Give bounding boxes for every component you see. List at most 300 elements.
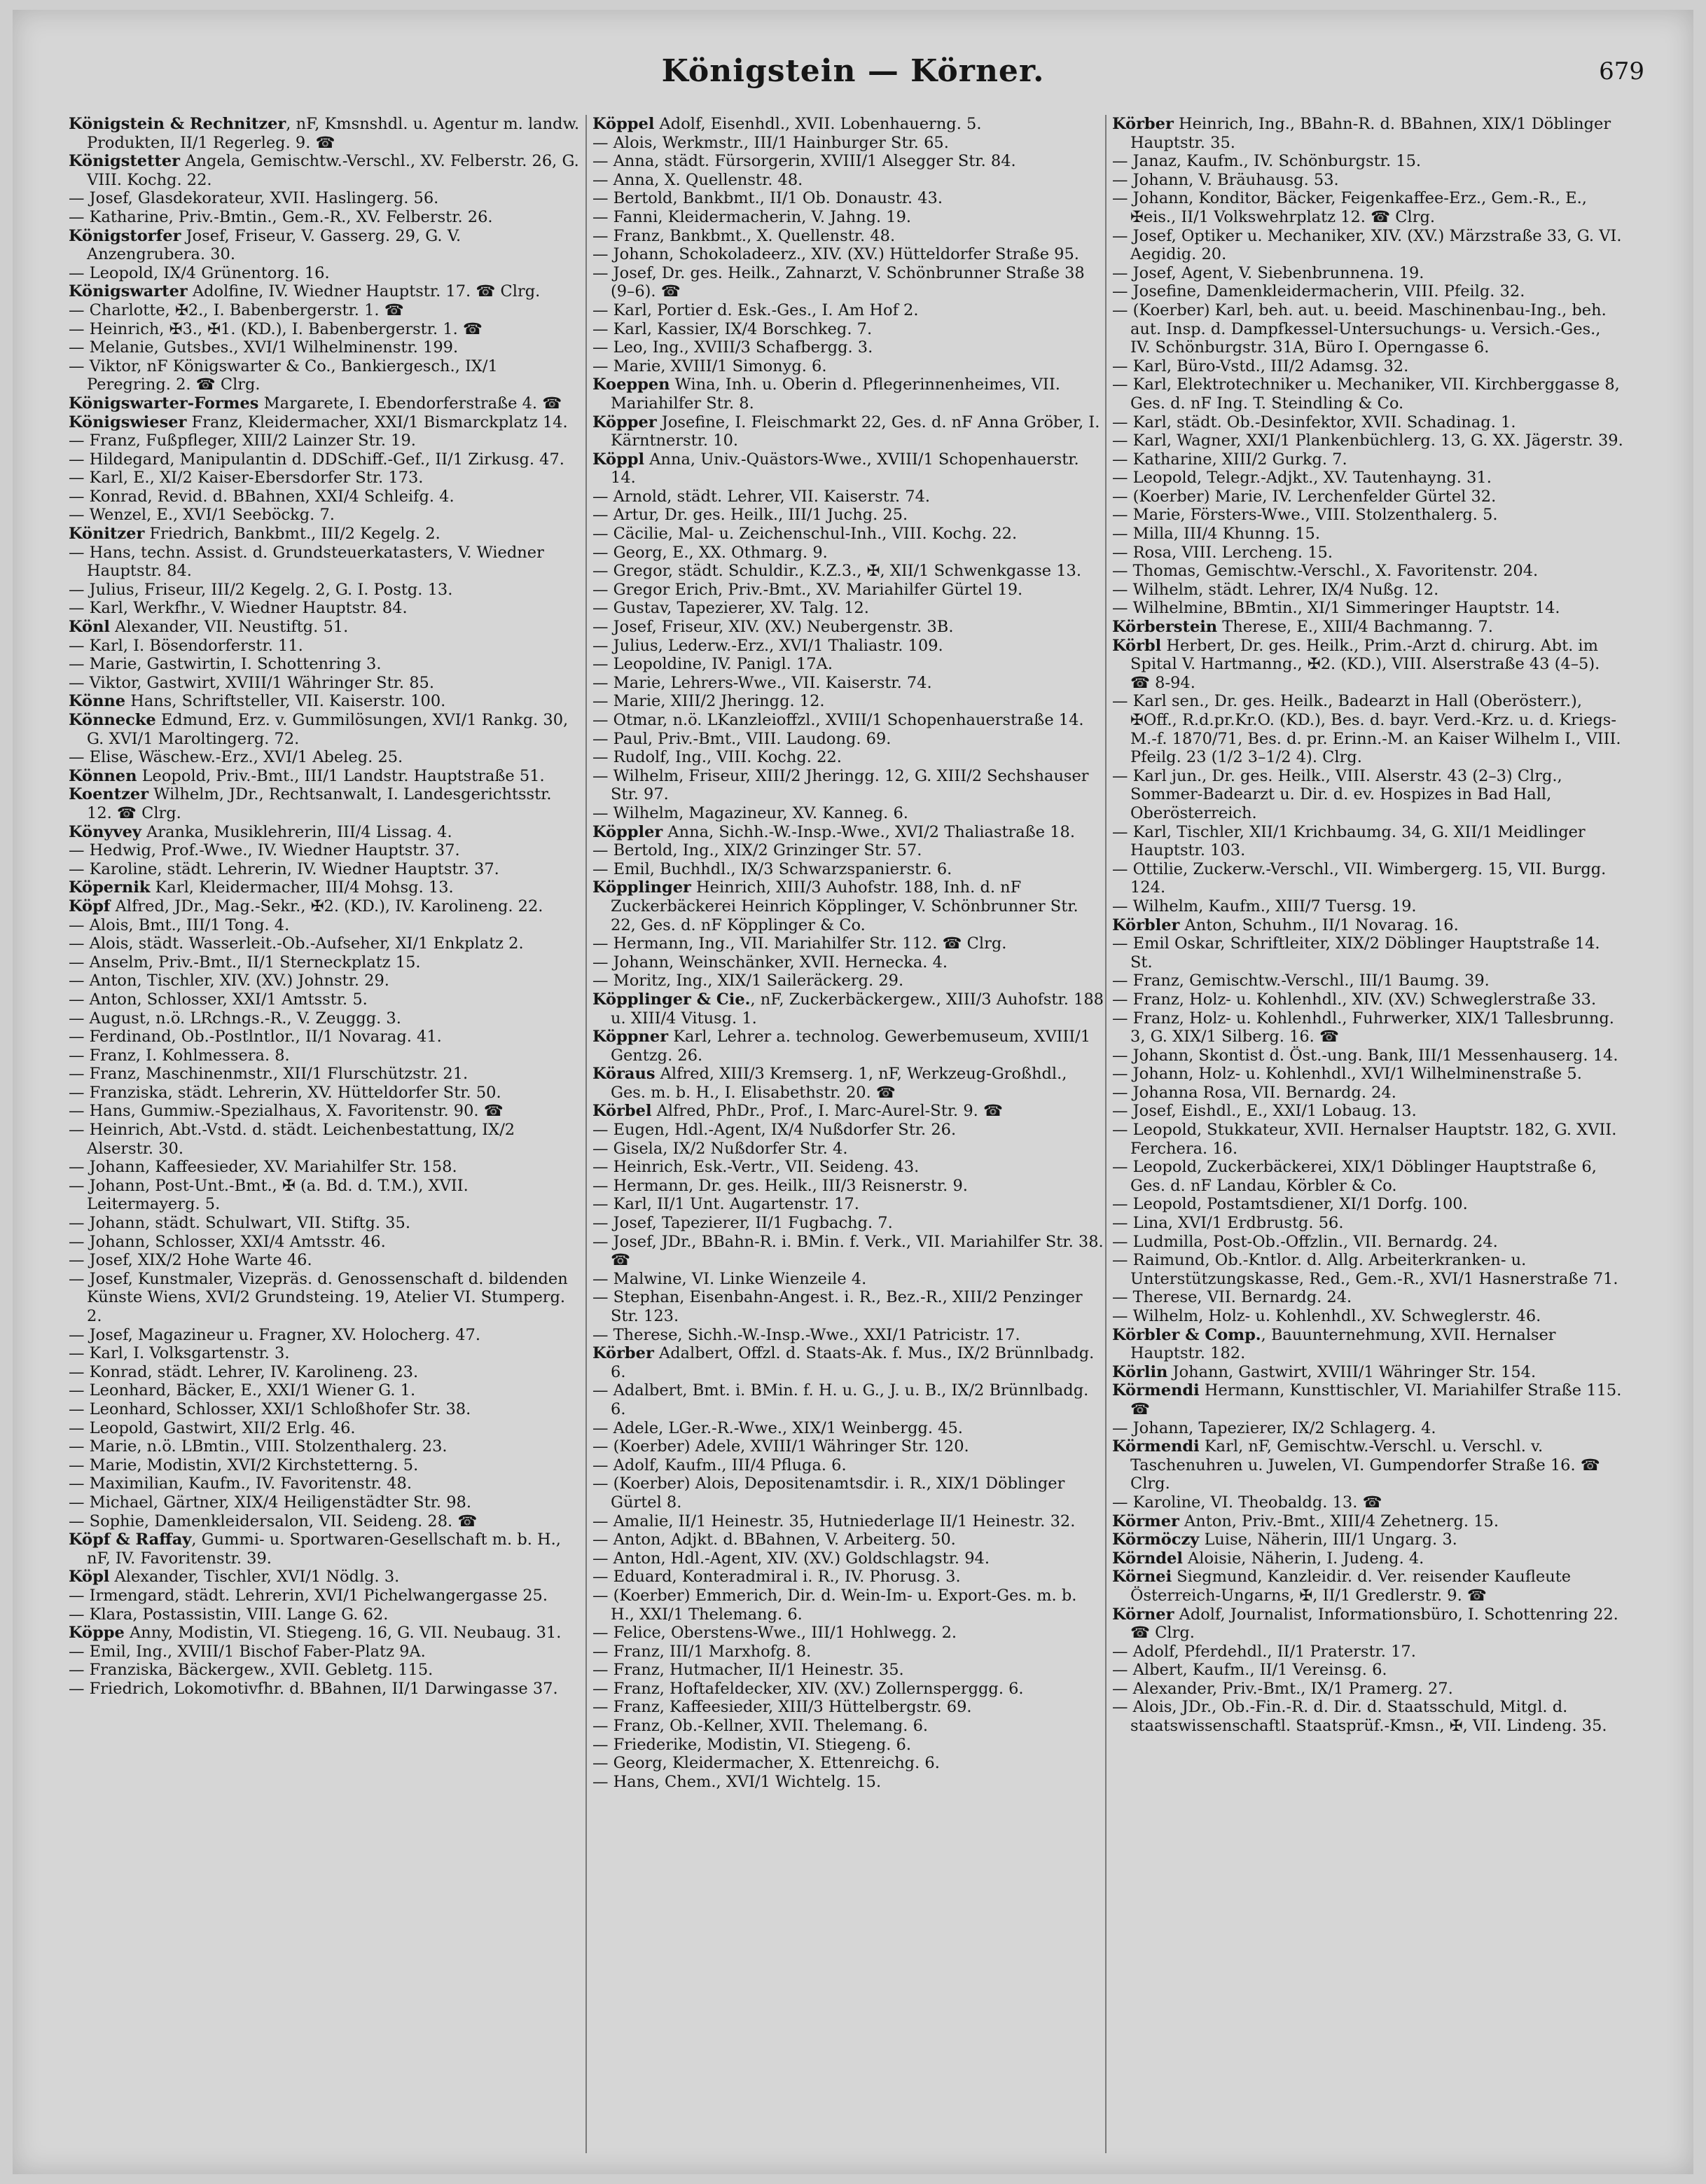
entry-text: — Hildegard, Manipulantin d. DDSchiff.-Gef., II/1 Zirkusg. 47. xyxy=(69,450,564,469)
directory-entry xyxy=(592,1140,1104,1159)
entry-text: — Leo, Ing., XVIII/3 Schafbergg. 3. xyxy=(592,338,873,357)
directory-entry xyxy=(1112,1437,1623,1493)
entry-text: — Anna, städt. Fürsorgerin, XVIII/1 Alsegger Str. 84. xyxy=(592,152,1016,171)
entry-text: — Josef, Agent, V. Siebenbrunnena. 19. xyxy=(1112,263,1424,282)
directory-entry xyxy=(69,1661,580,1680)
directory-entry xyxy=(69,1680,580,1699)
directory-entry xyxy=(592,1624,1104,1643)
entry-text: — Leopold, Gastwirt, XII/2 Erlg. 46. xyxy=(69,1418,356,1437)
entry-text: — Gustav, Tapezierer, XV. Talg. 12. xyxy=(592,599,869,618)
directory-entry xyxy=(592,375,1104,413)
directory-entry xyxy=(1112,1307,1623,1326)
directory-entry xyxy=(592,972,1104,990)
directory-entry xyxy=(592,1661,1104,1680)
directory-entry xyxy=(69,1605,580,1624)
directory-entry xyxy=(69,972,580,990)
directory-entry xyxy=(1112,1326,1623,1363)
entry-text: — Karl, II/1 Unt. Augartenstr. 17. xyxy=(592,1195,859,1214)
directory-entry xyxy=(1112,171,1623,190)
entry-text: — Ottilie, Zuckerw.-Verschl., VII. Wimbergerg. 15, VII. Burgg. 124. xyxy=(1112,859,1607,897)
entry-text: — Melanie, Gutsbes., XVI/1 Wilhelminenstr. 199. xyxy=(69,338,459,357)
entry-text: Anton, Priv.-Bmt., XIII/4 Zehetnerg. 15. xyxy=(1179,1512,1499,1530)
directory-entry xyxy=(69,878,580,897)
directory-entry xyxy=(592,599,1104,618)
entry-text: — Viktor, nF Königswarter & Co., Bankiergesch., IX/1 Peregring. 2. ☎ Clrg. xyxy=(69,357,498,394)
directory-entry xyxy=(592,1587,1104,1624)
entry-text: — Therese, Sichh.-W.-Insp.-Wwe., XXI/1 Patricistr. 17. xyxy=(592,1325,1020,1344)
entry-text: Alfred, PhDr., Prof., I. Marc-Aurel-Str. 9. ☎ xyxy=(651,1102,1003,1121)
entry-text: — Anselm, Priv.-Bmt., II/1 Sterneckplatz 15. xyxy=(69,953,421,972)
entry-surname: Könyvey xyxy=(69,822,141,841)
directory-entry xyxy=(1112,990,1623,1009)
entry-text: , Gummi- u. Sportwaren-Gesellschaft m. b. H., nF, IV. Favoritenstr. 39. xyxy=(87,1530,561,1568)
entry-text: — Johann, Schlosser, XXI/4 Amtsstr. 46. xyxy=(69,1232,386,1251)
entry-text: , Bauunternehmung, XVII. Hernalser Hauptstr. 182. xyxy=(1130,1325,1556,1363)
entry-text: — Gisela, IX/2 Nußdorfer Str. 4. xyxy=(592,1139,848,1158)
directory-entry xyxy=(69,282,580,301)
entry-text: — Leopold, Stukkateur, XVII. Hernalser Hauptstr. 182, G. XVII. Ferchera. 16. xyxy=(1112,1121,1617,1158)
directory-entry xyxy=(592,171,1104,190)
directory-entry xyxy=(1112,1102,1623,1121)
entry-text: — Albert, Kaufm., II/1 Vereinsg. 6. xyxy=(1112,1661,1387,1680)
entry-surname: Königswieser xyxy=(69,413,187,431)
directory-entry xyxy=(69,413,580,432)
entry-text: — Lina, XVI/1 Erdbrustg. 56. xyxy=(1112,1214,1344,1233)
entry-text: — Wilhelm, Holz- u. Kohlenhdl., XV. Schweglerstr. 46. xyxy=(1112,1307,1541,1325)
entry-text: — Konrad, städt. Lehrer, IV. Karolineng. 23. xyxy=(69,1362,419,1381)
directory-entry xyxy=(592,1288,1104,1325)
directory-entry xyxy=(592,525,1104,544)
directory-entry xyxy=(592,1121,1104,1140)
directory-entry xyxy=(592,1270,1104,1289)
entry-text: — Alois, JDr., Ob.-Fin.-R. d. Dir. d. Staatsschuld, Mitgl. d. staatswissenschaftl. Staatsprüf.-Kmsn., ✠, VII. Lindeng. 35. xyxy=(1112,1698,1607,1736)
directory-entry xyxy=(1112,1661,1623,1680)
entry-text: Aranka, Musiklehrerin, III/4 Lissag. 4. xyxy=(141,822,452,841)
directory-entry xyxy=(69,1493,580,1512)
directory-entry xyxy=(592,1028,1104,1065)
entry-text: Leopold, Priv.-Bmt., III/1 Landstr. Hauptstraße 51. xyxy=(137,766,545,785)
entry-text: — Karl jun., Dr. ges. Heilk., VIII. Alserstr. 43 (2–3) Clrg., Sommer-Badearzt u. Dir. d. ev. Hospizes in Bad Hall, Oberösterreich. xyxy=(1112,766,1562,822)
directory-entry xyxy=(592,264,1104,301)
entry-surname: Köppner xyxy=(592,1028,669,1046)
directory-entry xyxy=(69,637,580,656)
directory-entry xyxy=(1112,916,1623,935)
entry-text: — Franz, Fußpfleger, XIII/2 Lainzer Str. 19. xyxy=(69,431,416,450)
entry-text: Wina, Inh. u. Oberin d. Pflegerinnenheimes, VII. Mariahilfer Str. 8. xyxy=(611,375,1060,413)
directory-entry xyxy=(69,1456,580,1475)
entry-surname: Köpplinger & Cie. xyxy=(592,990,751,1009)
entry-text: — Josef, XIX/2 Hohe Warte 46. xyxy=(69,1251,312,1270)
entry-surname: Königswarter-Formes xyxy=(69,394,259,413)
directory-entry xyxy=(1112,1251,1623,1288)
directory-entry xyxy=(1112,618,1623,637)
directory-entry xyxy=(1112,1680,1623,1699)
directory-entry xyxy=(592,953,1104,972)
entry-text: — Josefine, Damenkleidermacherin, VIII. Pfeilg. 32. xyxy=(1112,282,1525,301)
entry-surname: Körbel xyxy=(592,1102,652,1121)
entry-text: — Anton, Schlosser, XXI/1 Amtsstr. 5. xyxy=(69,990,368,1009)
entry-surname: Koeppen xyxy=(592,375,670,394)
entry-text: — Josef, Eishdl., E., XXI/1 Lobaug. 13. xyxy=(1112,1102,1417,1121)
entry-text: — Emil, Buchhdl., IX/3 Schwarzspanierstr. 6. xyxy=(592,859,952,878)
entry-text: Wilhelm, JDr., Rechtsanwalt, I. Landesgerichtsstr. 12. ☎ Clrg. xyxy=(87,785,552,822)
directory-entry xyxy=(1112,1512,1623,1531)
directory-entry xyxy=(69,748,580,767)
directory-entry xyxy=(69,1028,580,1046)
entry-text: — Johann, Skontist d. Öst.-ung. Bank, III/1 Messenhauserg. 14. xyxy=(1112,1046,1618,1065)
entry-surname: Köppler xyxy=(592,822,663,841)
entry-surname: Köpernik xyxy=(69,878,151,897)
entry-text: — Leopold, Zuckerbäckerei, XIX/1 Döblinger Hauptstraße 6, Ges. d. nF Landau, Körbler & Co. xyxy=(1112,1158,1597,1195)
entry-text: — Rudolf, Ing., VIII. Kochg. 22. xyxy=(592,748,842,767)
directory-entry xyxy=(592,1326,1104,1345)
entry-text: — Karl, Kassier, IX/4 Borschkeg. 7. xyxy=(592,319,873,338)
entry-text: Margarete, I. Ebendorferstraße 4. ☎ xyxy=(258,394,562,413)
entry-text: Heinrich, Ing., BBahn-R. d. BBahnen, XIX/1 Döblinger Hauptstr. 35. xyxy=(1130,115,1611,152)
directory-entry xyxy=(69,1419,580,1438)
entry-text: — Franz, Gemischtw.-Verschl., III/1 Baumg. 39. xyxy=(1112,972,1490,990)
entry-surname: Körber xyxy=(592,1344,654,1363)
page-number: 679 xyxy=(1599,57,1644,85)
directory-entry xyxy=(1112,692,1623,766)
entry-text: — Viktor, Gastwirt, XVIII/1 Währinger Str. 85. xyxy=(69,673,434,692)
entry-text: — Marie, n.ö. LBmtin., VIII. Stolzenthalerg. 23. xyxy=(69,1437,448,1456)
entry-text: Karl, Lehrer a. technolog. Gewerbemuseum, XVIII/1 Gentzg. 26. xyxy=(611,1028,1091,1065)
directory-entry xyxy=(1112,152,1623,171)
entry-text: — Anton, Tischler, XIV. (XV.) Johnstr. 29. xyxy=(69,972,389,990)
directory-entry xyxy=(1112,375,1623,413)
entry-text: — Janaz, Kaufm., IV. Schönburgstr. 15. xyxy=(1112,152,1422,171)
directory-entry xyxy=(69,785,580,822)
entry-text: Franz, Kleidermacher, XXI/1 Bismarckplatz 14. xyxy=(186,413,568,431)
entry-text: — Ferdinand, Ob.-Postlntlor., II/1 Novarag. 41. xyxy=(69,1028,442,1046)
entry-text: — Wilhelm, Magazineur, XV. Kanneg. 6. xyxy=(592,803,908,822)
directory-entry xyxy=(1112,1549,1623,1568)
directory-entry xyxy=(69,1587,580,1605)
directory-entry xyxy=(592,767,1104,804)
entry-text: — (Koerber) Adele, XVIII/1 Währinger Str. 120. xyxy=(592,1437,969,1456)
entry-text: — Maximilian, Kaufm., IV. Favoritenstr. 48. xyxy=(69,1474,412,1493)
entry-text: — Josef, Kunstmaler, Vizepräs. d. Genossenschaft d. bildenden Künste Wiens, XVI/2 Grundsteing. 19, Atelier VI. Stumperg. 2. xyxy=(69,1269,568,1325)
directory-entry xyxy=(592,581,1104,600)
directory-entry xyxy=(69,152,580,189)
directory-entry xyxy=(69,115,580,152)
entry-surname: Könl xyxy=(69,618,110,637)
entry-text: — Anton, Hdl.-Agent, XIV. (XV.) Goldschlagstr. 94. xyxy=(592,1549,990,1568)
entry-text: — Arnold, städt. Lehrer, VII. Kaiserstr. 74. xyxy=(592,487,931,506)
entry-text: — Cäcilie, Mal- u. Zeichenschul-Inh., VIII. Kochg. 22. xyxy=(592,525,1018,544)
entry-surname: Körnei xyxy=(1112,1568,1172,1587)
entry-text: — Leonhard, Bäcker, E., XXI/1 Wiener G. 1. xyxy=(69,1381,416,1400)
directory-entry xyxy=(592,1568,1104,1587)
entry-surname: Körberstein xyxy=(1112,618,1218,637)
directory-entry xyxy=(69,1530,580,1568)
directory-entry xyxy=(592,1698,1104,1717)
entry-surname: Königstetter xyxy=(69,152,181,171)
entry-text: — Emil Oskar, Schriftleiter, XIX/2 Döblinger Hauptstraße 14. St. xyxy=(1112,934,1600,972)
entry-text: — Katharine, XIII/2 Gurkg. 7. xyxy=(1112,450,1347,469)
entry-text: Adolfine, IV. Wiedner Hauptstr. 17. ☎ Clrg. xyxy=(187,282,541,301)
directory-entry xyxy=(592,413,1104,450)
entry-surname: Körbler xyxy=(1112,915,1180,934)
entry-text: — Ludmilla, Post-Ob.-Offzlin., VII. Bernardg. 24. xyxy=(1112,1232,1498,1251)
entry-text: — Alois, Bmt., III/1 Tong. 4. xyxy=(69,915,290,934)
entry-text: Adolf, Eisenhdl., XVII. Lobenhauerng. 5. xyxy=(654,115,982,133)
directory-entry xyxy=(69,488,580,506)
entry-text: — Franz, Maschinenmstr., XII/1 Flurschützstr. 21. xyxy=(69,1065,469,1084)
directory-entry xyxy=(592,1195,1104,1214)
directory-entry xyxy=(1112,431,1623,450)
entry-text: — Heinrich, Esk.-Vertr., VII. Seideng. 43. xyxy=(592,1158,920,1177)
directory-entry xyxy=(592,134,1104,153)
entry-text: Alexander, Tischler, XVI/1 Nödlg. 3. xyxy=(109,1568,400,1587)
directory-entry xyxy=(592,1512,1104,1531)
directory-entry xyxy=(69,301,580,320)
entry-text: — Karl, Büro-Vstd., III/2 Adamsg. 32. xyxy=(1112,357,1409,375)
entry-text: — Emil, Ing., XVIII/1 Bischof Faber-Platz 9A. xyxy=(69,1642,426,1661)
entry-text: — Josef, Dr. ges. Heilk., Zahnarzt, V. Schönbrunner Straße 38 (9–6). ☎ xyxy=(592,263,1085,301)
directory-entry xyxy=(69,1177,580,1214)
entry-text: — Karoline, städt. Lehrerin, IV. Wiedner Hauptstr. 37. xyxy=(69,859,499,878)
entry-text: — Marie, Försters-Wwe., VIII. Stolzenthalerg. 5. xyxy=(1112,506,1498,525)
entry-text: — Heinrich, Abt.-Vstd. d. städt. Leichenbestattung, IX/2 Alserstr. 30. xyxy=(69,1121,515,1158)
directory-entry xyxy=(592,1437,1104,1456)
directory-entry xyxy=(69,953,580,972)
directory-entry xyxy=(592,618,1104,637)
entry-surname: Können xyxy=(69,766,137,785)
entry-text: — Josef, Glasdekorateur, XVII. Haslingerg. 56. xyxy=(69,189,439,208)
entry-text: — Josef, Magazineur u. Fragner, XV. Holocherg. 47. xyxy=(69,1325,481,1344)
entry-text: — Anna, X. Quellenstr. 48. xyxy=(592,170,803,189)
entry-text: — Felice, Oberstens-Wwe., III/1 Hohlwegg. 2. xyxy=(592,1624,957,1643)
directory-entry xyxy=(69,711,580,748)
entry-text: Johann, Gastwirt, XVIII/1 Währinger Str. 154. xyxy=(1167,1362,1537,1381)
directory-entry xyxy=(69,841,580,860)
entry-text: — Karl, Portier d. Esk.-Ges., I. Am Hof 2. xyxy=(592,300,919,319)
entry-text: — Anton, Adjkt. d. BBahnen, V. Arbeiterg. 50. xyxy=(592,1530,956,1549)
directory-entry xyxy=(69,1624,580,1643)
entry-text: Hermann, Kunsttischler, VI. Mariahilfer Straße 115. ☎ xyxy=(1130,1381,1622,1418)
page-title: Königstein — Körner. xyxy=(661,53,1045,89)
entry-text: — Franz, Ob.-Kellner, XVII. Thelemang. 6. xyxy=(592,1717,929,1736)
entry-text: — Johanna Rosa, VII. Bernardg. 24. xyxy=(1112,1083,1396,1102)
entry-text: Josefine, I. Fleischmarkt 22, Ges. d. nF Anna Gröber, I. Kärntnerstr. 10. xyxy=(611,413,1100,450)
directory-entry xyxy=(1112,1493,1623,1512)
directory-entry xyxy=(1112,1288,1623,1307)
page-header xyxy=(13,53,1693,109)
entry-surname: Koentzer xyxy=(69,785,149,804)
entry-surname: Könitzer xyxy=(69,525,145,544)
entry-text: — Karl, I. Bösendorferstr. 11. xyxy=(69,636,303,655)
directory-entry xyxy=(69,469,580,488)
directory-entry xyxy=(1112,450,1623,469)
directory-entry xyxy=(69,1381,580,1400)
entry-text: — Hans, Chem., XVI/1 Wichtelg. 15. xyxy=(592,1772,882,1791)
directory-entry xyxy=(592,115,1104,134)
directory-entry xyxy=(1112,1605,1623,1643)
entry-text: — Johann, Post-Unt.-Bmt., ✠ (a. Bd. d. T.M.), XVII. Leitermayerg. 5. xyxy=(69,1176,469,1214)
directory-entry xyxy=(1112,227,1623,264)
entry-text: — Karl, I. Volksgartenstr. 3. xyxy=(69,1344,290,1363)
entry-surname: Königstein & Rechnitzer xyxy=(69,115,286,133)
directory-entry xyxy=(592,1773,1104,1792)
directory-entry xyxy=(1112,525,1623,544)
entry-surname: Körlin xyxy=(1112,1362,1168,1381)
entry-text: Aloisie, Näherin, I. Judeng. 4. xyxy=(1182,1549,1424,1568)
directory-entry xyxy=(1112,544,1623,562)
directory-entry xyxy=(592,1549,1104,1568)
entry-text: — Wenzel, E., XVI/1 Seeböckg. 7. xyxy=(69,506,335,525)
entry-text: — Friedrich, Lokomotivfhr. d. BBahnen, II/1 Darwingasse 37. xyxy=(69,1679,558,1698)
entry-text: — Wilhelm, städt. Lehrer, IX/4 Nußg. 12. xyxy=(1112,580,1439,599)
directory-entry xyxy=(592,823,1104,842)
directory-entry xyxy=(69,1512,580,1531)
directory-entry xyxy=(69,1158,580,1177)
entry-text: — Johann, Kaffeesieder, XV. Mariahilfer Str. 158. xyxy=(69,1158,457,1177)
entry-text: — Franz, Holz- u. Kohlenhdl., XIV. (XV.) Schweglerstraße 33. xyxy=(1112,990,1597,1009)
directory-entry xyxy=(1112,264,1623,283)
directory-entry xyxy=(592,506,1104,525)
directory-entry xyxy=(592,1643,1104,1661)
directory-entry xyxy=(69,767,580,786)
directory-entry xyxy=(69,431,580,450)
directory-entry xyxy=(1112,860,1623,897)
directory-entry xyxy=(592,338,1104,357)
directory-entry xyxy=(69,357,580,394)
directory-entry xyxy=(69,1344,580,1363)
entry-text: — Marie, XVIII/1 Simonyg. 6. xyxy=(592,357,827,375)
entry-text: — Wilhelm, Friseur, XIII/2 Jheringg. 12, G. XIII/2 Sechshauser Str. 97. xyxy=(592,766,1089,804)
directory-entry xyxy=(69,1121,580,1158)
entry-text: — Hermann, Ing., VII. Mariahilfer Str. 112. ☎ Clrg. xyxy=(592,934,1007,953)
entry-text: — Paul, Priv.-Bmt., VIII. Laudong. 69. xyxy=(592,729,892,748)
directory-entry xyxy=(69,1084,580,1103)
directory-entry xyxy=(69,916,580,935)
entry-text: — Otmar, n.ö. LKanzleioffzl., XVIII/1 Schopenhauerstraße 14. xyxy=(592,711,1084,729)
directory-entry xyxy=(592,1214,1104,1233)
directory-entry xyxy=(69,1065,580,1084)
entry-surname: Körbler & Comp. xyxy=(1112,1325,1261,1344)
entry-text: — (Koerber) Emmerich, Dir. d. Wein-Im- u. Export-Ges. m. b. H., XXI/1 Thelemang. 6. xyxy=(592,1586,1077,1624)
entry-text: — Johann, Schokoladeerz., XIV. (XV.) Hütteldorfer Straße 95. xyxy=(592,245,1079,264)
entry-text: — Alois, städt. Wasserleit.-Ob.-Aufseher, XI/1 Enkplatz 2. xyxy=(69,934,524,953)
entry-text: Alexander, VII. Neustiftg. 51. xyxy=(109,618,349,637)
directory-entry xyxy=(1112,1046,1623,1065)
entry-text: — Karl, städt. Ob.-Desinfektor, XVII. Schadinag. 1. xyxy=(1112,413,1516,431)
directory-entry xyxy=(592,544,1104,562)
directory-page xyxy=(13,10,1693,2174)
entry-surname: Köpplinger xyxy=(592,878,691,897)
directory-entry xyxy=(592,1233,1104,1270)
entry-text: — Karl sen., Dr. ges. Heilk., Badearzt in Hall (Oberösterr.), ✠Off., R.d.pr.Kr.O. (KD.), Bes. d. bayr. Verd.-Krz. u. d. Kriegs-M.-f. 1870/71, Bes. d. pr. Erinn.-M. an Kaiser Wilhelm I., VIII. Pfeilg. 23 (1/2 3–1/2 4). Clrg. xyxy=(1112,692,1621,767)
directory-entry xyxy=(592,1456,1104,1475)
directory-entry xyxy=(592,1102,1104,1121)
entry-text: — Rosa, VIII. Lercheng. 15. xyxy=(1112,543,1333,562)
entry-text: — Artur, Dr. ges. Heilk., III/1 Juchg. 25. xyxy=(592,506,908,525)
entry-text: — Bertold, Bankbmt., II/1 Ob. Donaustr. 43. xyxy=(592,189,943,208)
entry-text: — Leonhard, Schlosser, XXI/1 Schloßhofer Str. 38. xyxy=(69,1399,471,1418)
directory-entry xyxy=(1112,506,1623,525)
entry-text: — Malwine, VI. Linke Wienzeile 4. xyxy=(592,1269,867,1288)
directory-entry xyxy=(1112,1419,1623,1438)
entry-text: — Konrad, Revid. d. BBahnen, XXI/4 Schleifg. 4. xyxy=(69,487,455,506)
directory-entry xyxy=(1112,488,1623,506)
entry-text: — Adalbert, Bmt. i. BMin. f. H. u. G., J. u. B., IX/2 Brünnlbadg. 6. xyxy=(592,1381,1089,1418)
entry-text: — Johann, Holz- u. Kohlenhdl., XVI/1 Wilhelminenstraße 5. xyxy=(1112,1065,1582,1084)
directory-entry xyxy=(1112,1363,1623,1382)
directory-entry xyxy=(69,860,580,879)
entry-text: — Adolf, Kaufm., III/4 Pfluga. 6. xyxy=(592,1456,847,1474)
directory-entry xyxy=(1112,282,1623,301)
entry-text: — Hermann, Dr. ges. Heilk., III/3 Reisnerstr. 9. xyxy=(592,1176,968,1195)
directory-entry xyxy=(69,1363,580,1382)
entry-text: — Josef, Tapezierer, II/1 Fugbachg. 7. xyxy=(592,1214,893,1233)
directory-entry xyxy=(592,730,1104,749)
entry-surname: Körmendi xyxy=(1112,1437,1200,1456)
entry-text: Anna, Univ.-Quästors-Wwe., XVIII/1 Schopenhauerstr. 14. xyxy=(611,450,1079,488)
entry-text: — Michael, Gärtner, XIX/4 Heiligenstädter Str. 98. xyxy=(69,1493,471,1512)
directory-entry xyxy=(1112,301,1623,357)
directory-entry xyxy=(1112,1214,1623,1233)
entry-text: — Leopold, Telegr.-Adjkt., XV. Tautenhayng. 31. xyxy=(1112,469,1492,488)
directory-entry xyxy=(592,208,1104,227)
entry-text: , nF, Kmsnshdl. u. Agentur m. landw. Produkten, II/1 Regerleg. 9. ☎ xyxy=(87,115,580,152)
directory-entry xyxy=(69,525,580,544)
entry-text: — Franziska, städt. Lehrerin, XV. Hütteldorfer Str. 50. xyxy=(69,1083,501,1102)
entry-text: — Karl, E., XI/2 Kaiser-Ebersdorfer Str. 173. xyxy=(69,469,424,488)
entry-text: — Georg, Kleidermacher, X. Ettenreichg. 6. xyxy=(592,1754,940,1773)
directory-entry xyxy=(592,1177,1104,1196)
entry-text: — Julius, Lederw.-Erz., XVI/1 Thaliastr. 109. xyxy=(592,636,943,655)
directory-entry xyxy=(592,990,1104,1028)
directory-entry xyxy=(1112,357,1623,376)
entry-text: — Marie, Lehrers-Wwe., VII. Kaiserstr. 74. xyxy=(592,673,932,692)
directory-entry xyxy=(69,1568,580,1587)
entry-text: Alfred, JDr., Mag.-Sekr., ✠2. (KD.), IV. Karolineng. 22. xyxy=(110,897,543,915)
directory-entry xyxy=(69,934,580,953)
entry-text: Heinrich, XIII/3 Auhofstr. 188, Inh. d. nF Zuckerbäckerei Heinrich Köpplinger, V. Schönbrunner Str. 22, Ges. d. nF Köpplinger & Co. xyxy=(611,878,1079,934)
entry-text: — August, n.ö. LRchngs.-R., V. Zeuggg. 3. xyxy=(69,1009,401,1028)
entry-text: — Franz, Bankbmt., X. Quellenstr. 48. xyxy=(592,226,896,245)
entry-text: — Bertold, Ing., XIX/2 Grinzinger Str. 57. xyxy=(592,841,922,860)
directory-entry xyxy=(592,357,1104,376)
directory-entry xyxy=(592,860,1104,879)
entry-text: Herbert, Dr. ges. Heilk., Prim.-Arzt d. chirurg. Abt. im Spital V. Hartmanng., ✠2. (KD.), VIII. Alserstraße 43 (4–5). ☎ 8-94. xyxy=(1130,636,1600,692)
directory-entry xyxy=(592,488,1104,506)
entry-text: Hans, Schriftsteller, VII. Kaiserstr. 100. xyxy=(125,692,446,711)
entry-text: — Franziska, Bäckergew., XVII. Gebletg. 115. xyxy=(69,1661,434,1680)
directory-column-2 xyxy=(592,115,1104,2160)
entry-text: — Sophie, Damenkleidersalon, VII. Seideng. 28. ☎ xyxy=(69,1512,478,1530)
directory-entry xyxy=(69,1326,580,1345)
directory-entry xyxy=(69,674,580,693)
directory-entry xyxy=(592,301,1104,320)
entry-text: — Friederike, Modistin, VI. Stiegeng. 6. xyxy=(592,1735,912,1754)
entry-text: — (Koerber) Alois, Depositenamtsdir. i. R., XIX/1 Döblinger Gürtel 8. xyxy=(592,1474,1065,1512)
directory-entry xyxy=(69,1400,580,1419)
entry-text: Friedrich, Bankbmt., III/2 Kegelg. 2. xyxy=(144,525,441,544)
directory-column-1 xyxy=(69,115,580,2160)
entry-text: — Julius, Friseur, III/2 Kegelg. 2, G. I. Postg. 13. xyxy=(69,580,453,599)
entry-text: — Franz, Holz- u. Kohlenhdl., Fuhrwerker, XIX/1 Tallesbrunng. 3, G. XIX/1 Silberg. 16. ☎ xyxy=(1112,1009,1614,1046)
entry-text: — Franz, Kaffeesieder, XIII/3 Hüttelbergstr. 69. xyxy=(592,1698,972,1717)
directory-entry xyxy=(69,897,580,916)
directory-entry xyxy=(69,208,580,227)
entry-text: Luise, Näherin, III/1 Ungarg. 3. xyxy=(1199,1530,1457,1549)
directory-entry xyxy=(592,748,1104,767)
entry-surname: Köpl xyxy=(69,1568,110,1587)
entry-text: — Hans, Gummiw.-Spezialhaus, X. Favoritenstr. 90. ☎ xyxy=(69,1102,504,1121)
